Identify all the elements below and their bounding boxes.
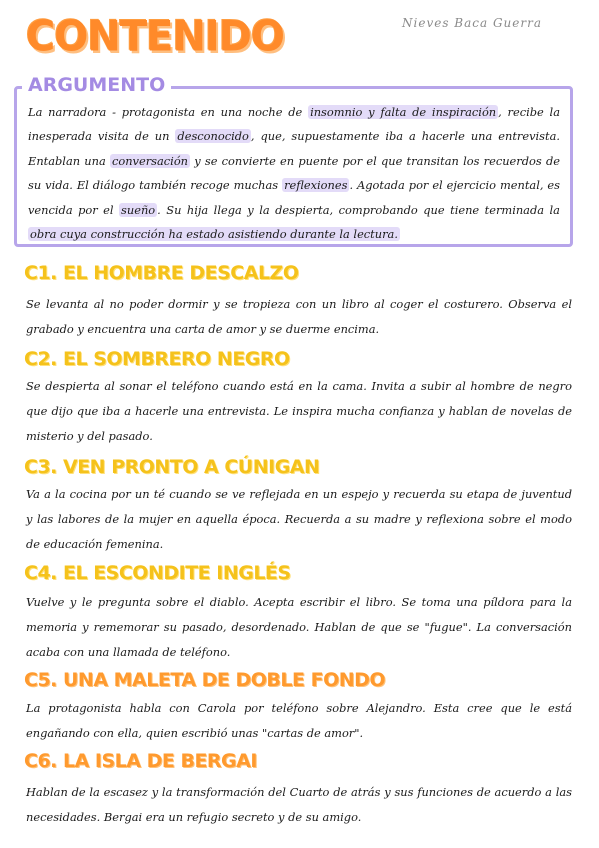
chapter-4-text: Vuelve y le pregunta sobre el diablo. Acepta escribir el libro. Se toma una píldora para la memoria y rememorar su pasado, desordenado. Hablan de que se "fugue". La conversación acaba con una llamada de teléfono.: [26, 595, 572, 659]
chapter-6-title: C6. LA ISLA DE BERGAI: [24, 750, 257, 772]
chapter-2-text: Se despierta al sonar el teléfono cuando está en la cama. Invita a subir al hombre de negro que dijo que iba a hacerle una entrevista. Le inspira mucha confianza y hablan de novelas de misterio y del pasado.: [26, 379, 572, 443]
arg-highlight: obra cuya construcción ha estado asistiendo durante la lectura.: [30, 227, 398, 242]
arg-highlight: sueño: [121, 202, 156, 217]
page-title: CONTENIDO: [26, 12, 285, 62]
arg-highlight: conversación: [111, 153, 189, 168]
chapter-3-text: Va a la cocina por un té cuando se ve reflejada en un espejo y recuerda su etapa de juventud y las labores de la mujer en aquella época. Recuerda a su madre y reflexiona sobre el modo de educación femenina.: [26, 487, 572, 551]
arg-highlight: desconocido: [177, 129, 249, 144]
arg-text-part: . Agotada por el ejercicio mental, es vencida por el: [28, 178, 560, 217]
chapter-2-title: C2. EL SOMBRERO NEGRO: [24, 348, 290, 370]
argumento-label: ARGUMENTO: [22, 74, 171, 96]
argumento-text: [28, 100, 560, 246]
author-name: Nieves Baca Guerra: [402, 16, 542, 30]
arg-text-part: . Su hija llega y la despierta, comprobando que tiene terminada la: [157, 202, 560, 217]
arg-text-part: y se convierte en puente por el que transitan los recuerdos de su vida. El diálogo también recoge muchas: [28, 153, 560, 193]
arg-highlight: reflexiones: [284, 178, 348, 193]
chapter-5-title: C5. UNA MALETA DE DOBLE FONDO: [24, 669, 386, 691]
chapter-1-text: Se levanta al no poder dormir y se tropieza con un libro al coger el costurero. Observa el grabado y encuentra una carta de amor y se duerme encima.: [26, 297, 572, 336]
chapter-4-title: C4. EL ESCONDITE INGLÉS: [24, 562, 291, 584]
arg-highlight: insomnio y falta de inspiración: [310, 105, 497, 119]
chapter-6-text: Hablan de la escasez y la transformación del Cuarto de atrás y sus funciones de acuerdo a las necesidades. Bergai era un refugio secreto y de su amigo.: [26, 785, 572, 824]
chapter-3-title: C3. VEN PRONTO A CÚNIGAN: [24, 456, 320, 478]
arg-text-part: La narradora - protagonista en una noche de: [28, 105, 309, 119]
chapter-5-text: La protagonista habla con Carola por teléfono sobre Alejandro. Esta cree que le está engañando con ella, quien escribió unas "cartas de amor".: [26, 701, 572, 740]
arg-text-part: , recibe la inesperada visita de un: [28, 105, 560, 144]
chapter-1-title: C1. EL HOMBRE DESCALZO: [24, 262, 299, 284]
arg-text-part: , que, supuestamente iba a hacerle una entrevista. Entablan una: [28, 129, 560, 168]
